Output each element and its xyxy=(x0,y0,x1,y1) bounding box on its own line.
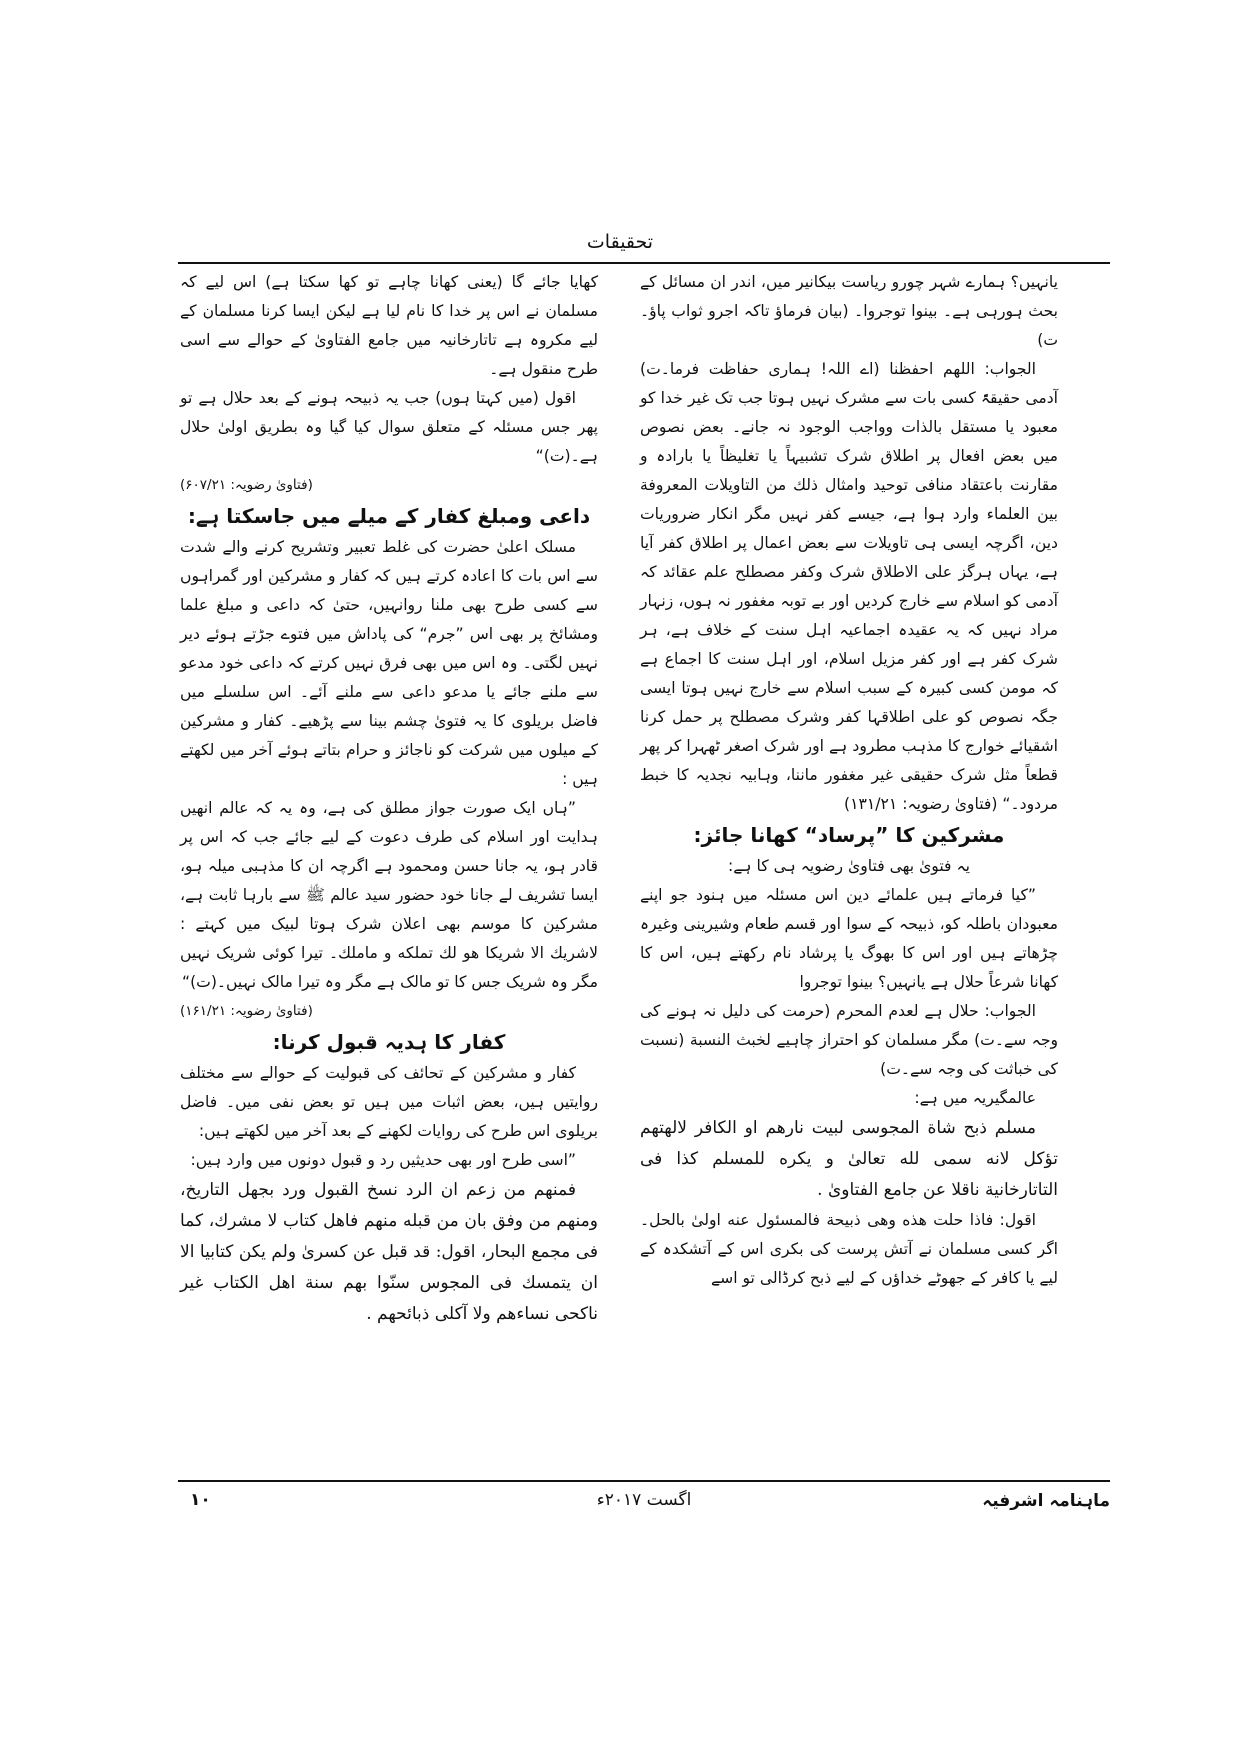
quote: ”کیا فرماتے ہیں علمائے دین اس مسئلہ میں ہنود جو اپنے معبودان باطلہ کو، ذبیحہ کے سوا اور قسم طعام وشیرینی وغیرہ چڑھاتے ہیں اور اس کا بھوگ یا پرشاد نام رکھتے ہیں، اس کا کھانا شرعاً حلال ہے یانہیں؟ بینوا توجروا xyxy=(640,886,1058,991)
paragraph: کفار و مشرکین کے تحائف کی قبولیت کے حوالے سے مختلف روایتیں ہیں، بعض اثبات میں ہیں تو بعض نفی میں۔ فاضل بریلوی اس طرح کی روایات لکھنے کے بعد آخر میں لکھتے ہیں: xyxy=(180,1064,598,1140)
alamgiri-intro: عالمگیریہ میں ہے: xyxy=(914,1089,1036,1107)
magazine-name: ماہنامہ اشرفیہ xyxy=(982,1491,1110,1511)
citation: (فتاویٰ رضویہ: ۱۶۱/۲۱) xyxy=(180,1003,313,1019)
footer xyxy=(178,1490,1110,1520)
footer-rule xyxy=(178,1480,1110,1482)
heading-intro: یہ فتویٰ بھی فتاویٰ رضویہ ہی کا ہے: xyxy=(728,857,970,875)
page-number: ۱۰ xyxy=(190,1490,211,1510)
paragraph: مسلک اعلیٰ حضرت کی غلط تعبیر وتشریح کرنے والے شدت سے اس بات کا اعادہ کرتے ہیں کہ کفار و مشرکین اور گمراہوں سے کسی طرح بھی ملنا روانہیں، حتیٰ کہ داعی و مبلغ علما ومشائخ پر بھی اس ”جرم“ کی پاداش میں فتوے جڑتے ہوئے دیر نہیں لگتی۔ وہ اس میں بھی فرق نہیں کرتے کہ داعی خود مدعو سے ملنے جائے یا مدعو داعی سے ملنے آئے۔ اس سلسلے میں فاضل بریلوی کا یہ فتویٰ چشم بینا سے پڑھیے۔ کفار و مشرکین کے میلوں میں شرکت کو ناجائز و حرام بتاتے ہوئے آخر میں لکھتے ہیں : xyxy=(180,538,598,788)
section-heading: مشرکین کا ”پرساد“ کھانا جائز: xyxy=(693,823,1005,847)
running-header: تحقیقات xyxy=(586,231,654,253)
arabic-quote: فمنهم من زعم ان الرد نسخ القبول ورد بجهل التاریخ، ومنهم من وفق بان من قبله منهم فاهل كتاب لا مشرك، كما فی مجمع البحار، اقول: قد قبل عن كسرىٰ ولم یكن كتابیا الا ان یتمسك فی المجوس سنّوا بهم سنة اهل الكتاب غیر ناكحی نساءهم ولا آكلی ذبائحهم . xyxy=(180,1180,598,1324)
left-column xyxy=(180,268,598,1330)
aqool-paragraph: اقول (میں کہتا ہوں) جب یہ ذبیحہ ہونے کے بعد حلال ہے تو پھر جس مسئلہ کے متعلق سوال کیا گیا وہ بطریق اولیٰ حلال ہے۔(ت)“ xyxy=(180,389,598,465)
arabic-quote: مسلم ذبح شاة المجوسی لبیت نارهم او الكافر لالهتهم تؤكل لانه سمى لله تعالىٰ و یكره للمسلم كذا فی التاتارخانیة ناقلا عن جامع الفتاویٰ . xyxy=(640,1118,1058,1200)
right-column xyxy=(640,268,1058,1293)
quote: ”ہاں ایک صورت جواز مطلق کی ہے، وہ یہ کہ عالم انھیں ہدایت اور اسلام کی طرف دعوت کے لیے جائے جب کہ اس پر قادر ہو، یہ جانا حسن ومحمود ہے اگرچہ ان کا مذہبی میلہ ہو، ایسا تشریف لے جانا خود حضور سید عالم ﷺ سے بارہا ثابت ہے، مشرکین کا موسم بھی اعلان شرک ہوتا لبیک میں کہتے : لاشریك الا شریكا هو لك تملكه و ماملك۔ تیرا کوئی شریک نہیں مگر وہ شریک جس کا تو مالک ہے مگر وہ تیرا مالک نہیں۔(ت)“ xyxy=(180,799,598,991)
section-heading: کفار کا ہدیہ قبول کرنا: xyxy=(272,1030,506,1054)
section-heading: داعی ومبلغ کفار کے میلے میں جاسکتا ہے: xyxy=(187,504,591,528)
aqool-paragraph: اقول: فاذا حلت هذه وهی ذبیحة فالمسئول عنه اولىٰ بالحل۔ اگر کسی مسلمان نے آتش پرست کی بکری اس کے آتشکدہ کے لیے یا کافر کے جھوٹے خداؤں کے لیے ذبح کرڈالی تو اسے xyxy=(640,1211,1058,1287)
issue-date: اگست ۲۰۱۷ء xyxy=(596,1490,692,1510)
answer: الجواب: حلال ہے لعدم المحرم (حرمت کی دلیل نہ ہونے کی وجہ سے۔ت) مگر مسلمان کو احتراز چاہیے لخبث النسبة (نسبت کی خباثت کی وجہ سے۔ت) xyxy=(640,1002,1058,1078)
paragraph: یانہیں؟ ہمارے شہر چورو ریاست بیکانیر میں، اندر ان مسائل کے بحث ہورہی ہے۔ بینوا توجروا۔ (بیان فرماؤ تاکہ اجرو ثواب پاؤ۔ت) xyxy=(640,273,1058,349)
opening-paragraph: کھایا جائے گا (یعنی کھانا چاہے تو کھا سکتا ہے) اس لیے کہ مسلمان نے اس پر خدا کا نام لیا ہے لیکن ایسا کرنا مسلمان کے لیے مکروہ ہے تاتارخانیہ میں جامع الفتاویٰ کے حوالے سے اسی طرح منقول ہے۔ xyxy=(180,273,598,378)
header-rule xyxy=(178,262,1110,264)
citation: (فتاویٰ رضویہ: ۶۰۷/۲۱) xyxy=(180,477,313,493)
paragraph: الجواب: اللھم احفظنا (اے اللہ! ہماری حفاظت فرما۔ت) آدمی حقیقۃً کسی بات سے مشرک نہیں ہوتا جب تک غیر خدا کو معبود یا مستقل بالذات وواجب الوجود نہ جانے۔ بعض نصوص میں بعض افعال پر اطلاق شرک تشبیہاً یا تغلیظاً یا بارادہ و مقارنت باعتقاد منافی توحید وامثال ذلك من التاویلات المعروفة بین العلماء وارد ہوا ہے، جیسے کفر نہیں مگر انکار ضروریات دین، اگرچہ ایسی ہی تاویلات سے بعض اعمال پر اطلاق کفر آیا ہے، یہاں ہرگز علی الاطلاق شرک وکفر مصطلح علم عقائد کہ آدمی کو اسلام سے خارج کردیں اور بے توبہ مغفور نہ ہوں، زنہار مراد نہیں کہ یہ عقیدہ اجماعیہ اہل سنت کے خلاف ہے، ہر شرک کفر ہے اور کفر مزیل اسلام، اور اہل سنت کا اجماع ہے کہ مومن کسی کبیرہ کے سبب اسلام سے خارج نہیں ہوتا ایسی جگہ نصوص کو علی اطلاقہا کفر وشرک مصطلح پر حمل کرنا اشقیائے خوارج کا مذہب مطرود ہے اور شرک اصغر ٹھہرا کر پھر قطعاً مثل شرک حقیقی غیر مغفور ماننا، وہابیہ نجدیہ کا خبط مردود۔“ (فتاویٰ رضویہ: ۱۳۱/۲۱) xyxy=(640,360,1058,813)
quote-intro: ”اسی طرح اور بھی حدیثیں رد و قبول دونوں میں وارد ہیں: xyxy=(190,1151,576,1169)
